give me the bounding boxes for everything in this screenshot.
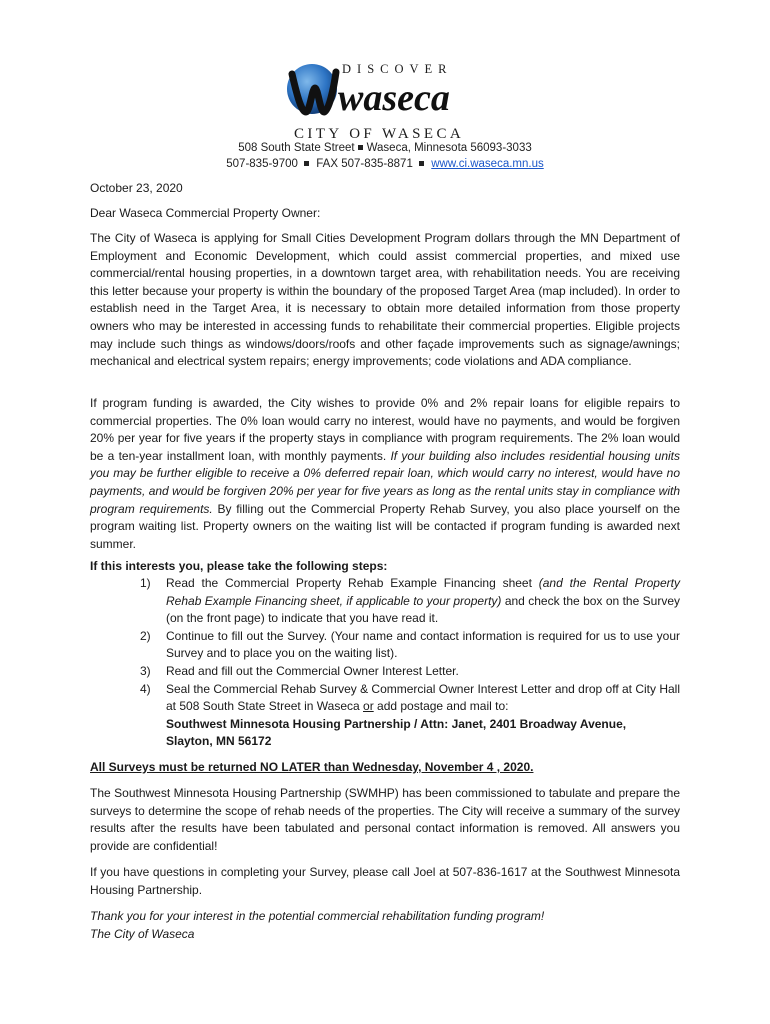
paragraph-intro: The City of Waseca is applying for Small Cities Development Program dollars through the MN Department of Employment and Economic Development, which could assist commercial properties, and mixed use commercial/rental housing properties, in a downtown target area, with rehabilitation needs. You are receiving this letter because your property is within the boundary of the proposed Target Area (map included). In order to establish need in the Target Area, it is necessary to obtain more detailed information from those property owners who may be interested in accessing funds to rehabilitate their commercial properties. Eligible projects may include such things as windows/doors/roofs and other façade improvements such as signage/awnings; mechanical and electrical system repairs; energy improvements; code violations and ADA compliance. [90,231,680,369]
logo-discover-text: DISCOVER [342,62,453,76]
closing-line-1: Thank you for your interest in the potential commercial rehabilitation funding program! [90,909,545,923]
step-2-text: Continue to fill out the Survey. (Your name and contact information is required for us to use your Survey and to place you on the waiting list). [166,628,680,661]
step-1-text-c: and check the box on the Survey (on the front page) to indicate that you have read it. [166,593,680,626]
funding-text-c: By filling out the Commercial Property Rehab Survey, you also place yourself on the program waiting list. Property owners on the waiting list will be contacted if program funding is awarded next summer. [90,501,680,551]
step-number: 3) [140,663,151,678]
street-address: 508 South State Street [238,142,355,154]
step-3-text: Read and fill out the Commercial Owner Interest Letter. [166,663,459,678]
letter-closing [90,908,680,943]
step-1-text-a: Read the Commercial Property Rehab Example Financing sheet [166,576,532,590]
logo-waseca-text: waseca [338,77,450,119]
phone-number: 507-835-9700 [226,158,298,170]
step-4-text-a: Seal the Commercial Rehab Survey & Commercial Owner Interest Letter and drop off at City Hall at 508 South State Street in Waseca [166,681,680,714]
steps-list [90,575,680,751]
paragraph-questions: If you have questions in completing your Survey, please call Joel at 507-836-1617 at the Southwest Minnesota Housing Partnership. [90,865,680,897]
fax-number: FAX 507-835-8871 [316,158,413,170]
deadline-notice: All Surveys must be returned NO LATER than Wednesday, November 4 , 2020. [90,760,534,774]
square-bullet-icon [419,161,424,166]
list-item [90,575,680,628]
square-bullet-icon [304,161,309,166]
list-item [90,681,680,751]
address-line-1 [0,140,770,157]
address-line-2 [0,156,770,173]
paragraph-funding [90,395,680,553]
steps-heading: If this interests you, please take the following steps: [90,559,388,573]
city-state-zip: Waseca, Minnesota 56093-3033 [366,142,532,154]
funding-text-residential: If your building also includes residential housing units you may be further eligible to receive a 0% deferred repair loan, which would carry no interest, would have no payments, and would be forgiven 20% per year for five years as long as the rental units stay in compliance with program requirements. [90,448,680,516]
mailing-address-line-1: Southwest Minnesota Housing Partnership / Attn: Janet, 2401 Broadway Avenue, [166,716,627,731]
step-1-text-b: (and the Rental Property Rehab Example Financing sheet, if applicable to your property) [166,576,680,608]
funding-text-a: If program funding is awarded, the City wishes to provide 0% and 2% repair loans for eligible repairs to commercial properties. The 0% loan would carry no interest, would have no payments, and would be forgiven 20% per year for five years if the property stays in compliance with program requirements. The 2% loan would be a ten-year installment loan, with monthly payments. [90,396,680,463]
mailing-address-line-2: Slayton, MN 56172 [166,734,272,749]
paragraph-swmhp: The Southwest Minnesota Housing Partnership (SWMHP) has been commissioned to tabulate and prepare the surveys to determine the scope of rehab needs of the properties. The City will receive a summary of the survey results after the results have been tabulated and personal contact information is removed. All answers you provide are confidential! [90,786,680,853]
list-item [90,663,680,681]
step-4-text-b: add postage and mail to: [377,699,509,714]
square-bullet-icon [358,145,363,150]
letter-salutation: Dear Waseca Commercial Property Owner: [90,206,321,220]
step-4-or: or [363,699,374,714]
city-of-waseca-logo [282,60,492,142]
step-number: 2) [140,628,151,643]
letter-date: October 23, 2020 [90,181,183,195]
closing-line-2: The City of Waseca [90,926,195,941]
logo-city-of-waseca-text: CITY OF WASECA [294,126,465,142]
website-link[interactable]: www.ci.waseca.mn.us [431,158,544,170]
step-number: 4) [140,681,151,696]
step-number: 1) [140,576,151,590]
waseca-w-globe-logo-icon [282,60,492,142]
list-item [90,628,680,663]
